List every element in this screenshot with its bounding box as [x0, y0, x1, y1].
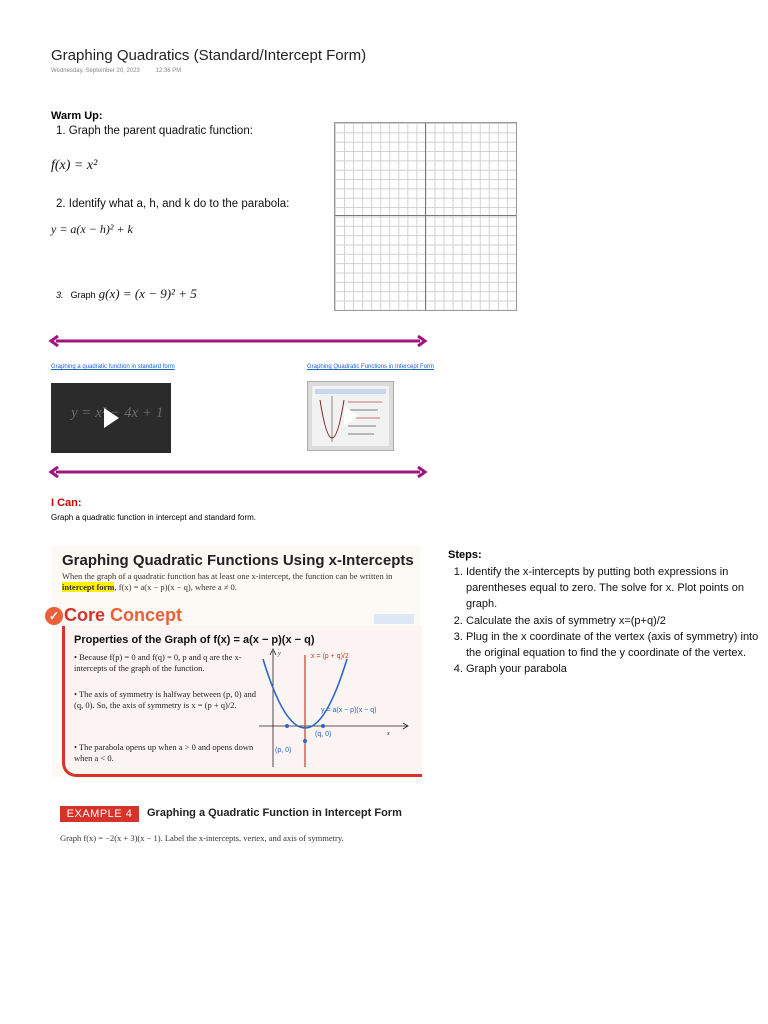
textbook-title: Graphing Quadratic Functions Using x-Intercepts: [62, 552, 414, 569]
curve-label: y = a(x − p)(x − q): [321, 707, 377, 714]
video-link-standard-form[interactable]: Graphing a quadratic function in standard form: [51, 364, 175, 370]
properties-title: Properties of the Graph of f(x) = a(x − p)(x − q): [74, 634, 315, 646]
warmup-question-2: 2. Identify what a, h, and k do to the parabola:: [56, 198, 290, 210]
textbook-intro: [62, 571, 412, 593]
warmup-heading: Warm Up:: [51, 110, 103, 122]
video-link-intercept-form[interactable]: Graphing Quadratic Functions in Intercept Form: [307, 364, 435, 370]
page-date: Wednesday, September 20, 2023: [51, 68, 140, 74]
q3-label: Graph: [70, 290, 96, 300]
parabola-diagram: [255, 645, 415, 770]
warmup-equation-1: f(x) = x²: [51, 158, 98, 173]
property-bullet-3: • The parabola opens up when a > 0 and opens down when a < 0.: [74, 742, 254, 763]
ican-statement: Graph a quadratic function in intercept and standard form.: [51, 513, 257, 522]
video-thumbnail-equation: y = x² − 4x + 1: [71, 405, 164, 421]
intro-text-end: , f(x) = a(x − p)(x − q), where a ≠ 0.: [114, 582, 237, 592]
play-icon[interactable]: [104, 408, 119, 428]
page-time: 12:36 PM: [155, 68, 182, 74]
core-concept-icon: ✓: [45, 607, 63, 625]
grid-x-axis: [335, 215, 516, 216]
bullet-1-text: Because f(p) = 0 and f(q) = 0, p and q are the x-intercepts of the graph of the function.: [74, 652, 242, 673]
grid-y-axis: [425, 123, 426, 310]
step-item: 3. Plug in the x coordinate of the vertex (axis of symmetry) into the original equation to find the y coordinate of the vertex.: [466, 629, 766, 661]
graph-y-label: y: [278, 651, 281, 657]
step-item: 2. Calculate the axis of symmetry x=(p+q)/2: [466, 613, 766, 629]
warmup-question-3: [56, 286, 197, 302]
bullet-3-text: The parabola opens up when a > 0 and opens down when a < 0.: [74, 742, 254, 763]
divider-arrow-bottom: [48, 466, 428, 478]
graph-x-label: x: [387, 731, 390, 737]
bullet-2-text: The axis of symmetry is halfway between (p, 0) and (q, 0). So, the axis of symmetry is x = (p + q)/2.: [74, 689, 256, 710]
example-body: Graph f(x) = −2(x + 3)(x − 1). Label the x-intercepts, vertex, and axis of symmetry.: [60, 833, 344, 843]
property-bullet-2: • The axis of symmetry is halfway between (p, 0) and (q, 0). So, the axis of symmetry is x = (p + q)/2.: [74, 689, 256, 710]
example-title: Graphing a Quadratic Function in Intercept Form: [147, 807, 402, 819]
core-word: Core: [64, 605, 106, 625]
steps-heading: Steps:: [448, 549, 482, 561]
steps-list: [448, 564, 766, 677]
warmup-question-1: 1. Graph the parent quadratic function:: [56, 125, 253, 137]
core-concept-tag: [374, 614, 414, 624]
step-item: 4. Graph your parabola: [466, 661, 766, 677]
core-concept-heading: [64, 605, 182, 626]
video-thumbnail-intercept-form[interactable]: [307, 381, 394, 451]
q3-equation: g(x) = (x − 9)² + 5: [98, 286, 197, 301]
divider-arrow-top: [48, 335, 428, 347]
example-tag: EXAMPLE 4: [60, 806, 139, 822]
intro-text: When the graph of a quadratic function has at least one x-intercept, the function can be written in: [62, 571, 393, 581]
property-bullet-1: • Because f(p) = 0 and f(q) = 0, p and q are the x-intercepts of the graph of the function.: [74, 652, 242, 673]
page-title: Graphing Quadratics (Standard/Intercept Form): [51, 47, 367, 64]
page-timestamp: [51, 68, 195, 74]
concept-word: Concept: [110, 605, 183, 625]
q-intercept-label: (q, 0): [315, 731, 332, 738]
warmup-equation-2: y = a(x − h)² + k: [51, 222, 133, 236]
axis-of-symmetry-label: x = (p + q)/2: [311, 653, 349, 660]
p-intercept-label: (p, 0): [275, 747, 292, 754]
intercept-form-highlight: intercept form: [62, 582, 115, 592]
video-thumbnail-standard-form[interactable]: [51, 383, 171, 453]
q3-number: 3.: [56, 290, 64, 300]
step-item: 1. Identify the x-intercepts by putting both expressions in parentheses equal to zero. The solve for x. Plot points on graph.: [466, 564, 766, 613]
play-icon[interactable]: [344, 406, 359, 426]
ican-heading: I Can:: [51, 497, 82, 509]
graph-grid[interactable]: [334, 122, 517, 311]
